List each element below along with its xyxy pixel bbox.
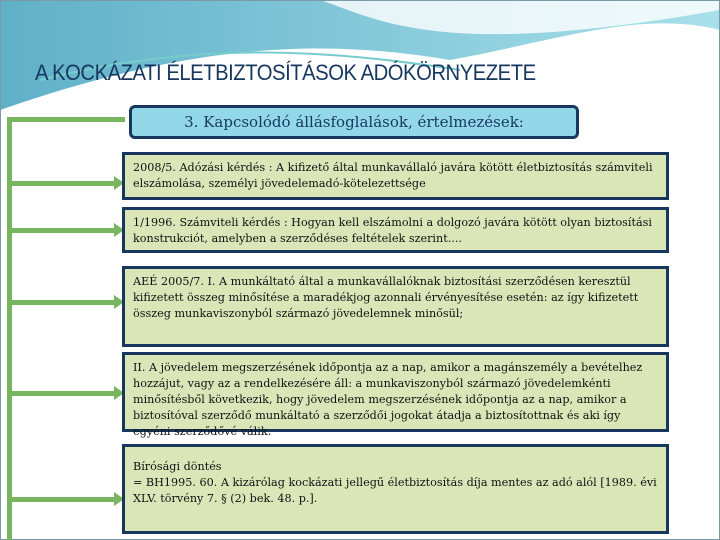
arrow-icon: [11, 300, 115, 305]
court-decision-box: [122, 444, 669, 534]
court-decision-text: = BH1995. 60. A kizárólag kockázati jellegű életbiztosítás díja mentes az adó alól [1989. évi XLV. törvény 7. § (2) bek. 48. p.].: [133, 476, 657, 505]
ruling-box-part-ii: II. A jövedelem megszerzésének időpontja az a nap, amikor a magánszemély a bevételhez hozzájut, vagy az a rendelkezésére áll: a munkaviszonyból származó jövedelemkénti minősítésből következik, hogy jövedelem megszerzésének időpontja az a nap, amikor a biztosítóval szerződő munkáltató a szerződői jogokat átadja a biztosítottnak és aki így egyéni szerződővé válik.: [122, 352, 669, 432]
arrow-icon: [11, 497, 115, 502]
arrow-icon: [11, 181, 115, 186]
slide-title: A KOCKÁZATI ÉLETBIZTOSÍTÁSOK ADÓKÖRNYEZETE: [35, 60, 536, 85]
ruling-box-2008-5: 2008/5. Adózási kérdés : A kifizető által munkavállaló javára kötött életbiztosítás számviteli elszámolása, személyi jövedelemadó-kötelezettsége: [122, 152, 669, 200]
court-decision-label: Bírósági döntés: [133, 460, 222, 473]
ruling-box-1-1996: 1/1996. Számviteli kérdés : Hogyan kell elszámolni a dolgozó javára kötött olyan biztosítási konstrukciót, amelyben a szerződéses feltételek szerint....: [122, 207, 669, 253]
connector-line-top: [7, 117, 125, 122]
arrow-icon: [11, 228, 115, 233]
section-header: 3. Kapcsolódó állásfoglalások, értelmezések:: [129, 105, 579, 139]
ruling-box-aee-2005-7: AEÉ 2005/7. I. A munkáltató által a munkavállalóknak biztosítási szerződésen keresztül kifizetett összeg minősítése a maradékjog azonnali érvényesítése esetén: az így kifizetett összeg munkaviszonyból származó jövedelemnek minősül;: [122, 266, 669, 347]
arrow-icon: [11, 391, 115, 396]
